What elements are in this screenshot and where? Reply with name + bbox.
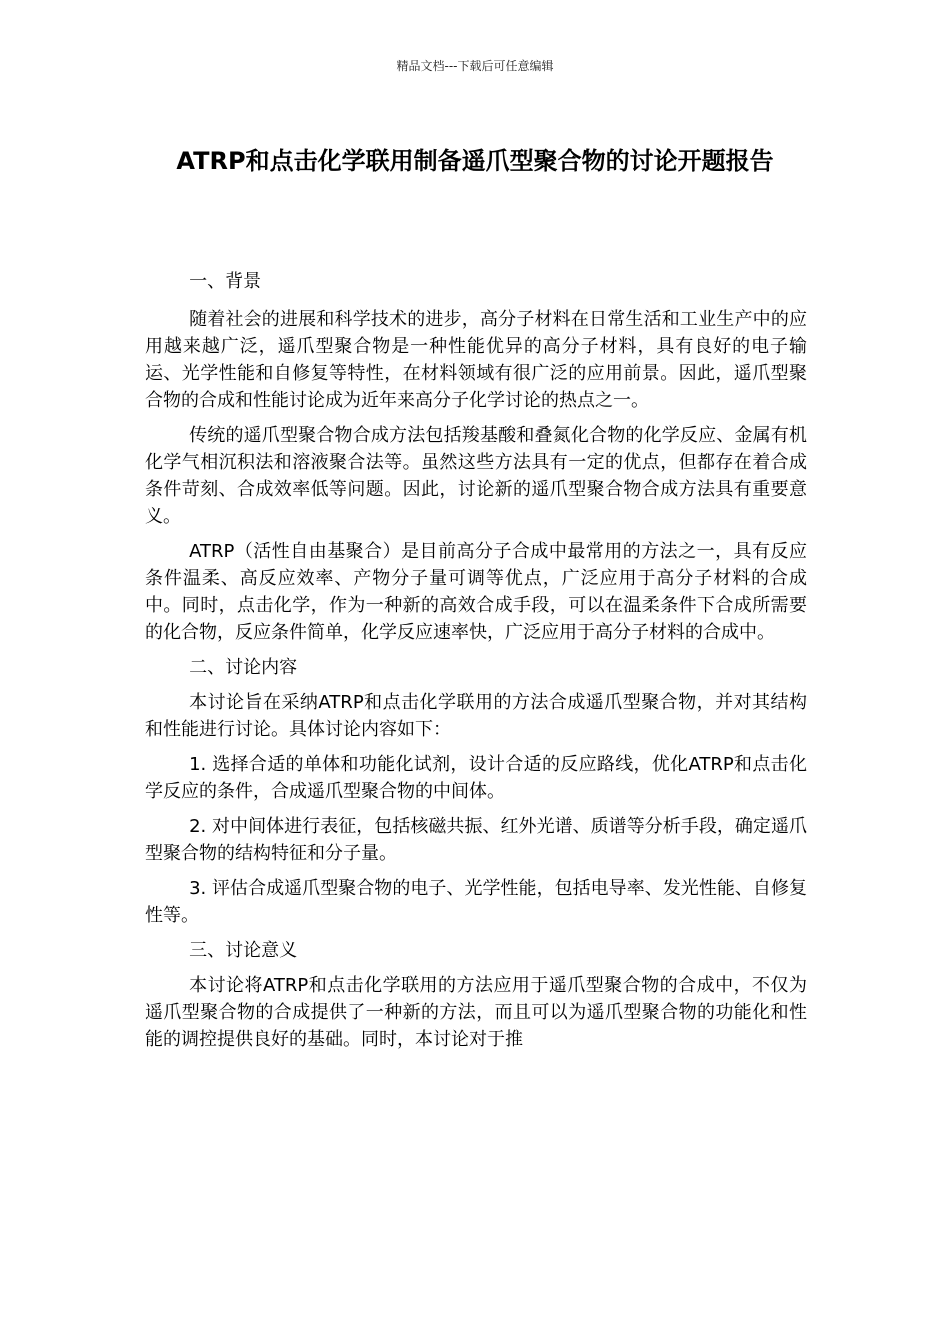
paragraph: 传统的遥爪型聚合物合成方法包括羧基酸和叠氮化合物的化学反应、金属有机化学气相沉积法和溶液聚合法等。虽然这些方法具有一定的优点，但都存在着合成条件苛刻、合成效率低等问题。因此，讨论新的遥爪型聚合物合成方法具有重要意义。 [145,425,807,527]
paragraph: 本讨论将ATRP和点击化学联用的方法应用于遥爪型聚合物的合成中，不仅为遥爪型聚合物的合成提供了一种新的方法，而且可以为遥爪型聚合物的功能化和性能的调控提供良好的基础。同时，本讨论对于推 [145,975,807,1050]
paragraph: 本讨论旨在采纳ATRP和点击化学联用的方法合成遥爪型聚合物，并对其结构和性能进行讨论。具体讨论内容如下： [145,692,807,740]
paragraph: 随着社会的进展和科学技术的进步，高分子材料在日常生活和工业生产中的应用越来越广泛，遥爪型聚合物是一种性能优异的高分子材料，具有良好的电子输运、光学性能和自修复等特性，在材料领域有很广泛的应用前景。因此，遥爪型聚合物的合成和性能讨论成为近年来高分子化学讨论的热点之一。 [145,309,807,411]
list-item: 1. 选择合适的单体和功能化试剂，设计合适的反应路线，优化ATRP和点击化学反应的条件，合成遥爪型聚合物的中间体。 [145,754,807,802]
list-item: 2. 对中间体进行表征，包括核磁共振、红外光谱、质谱等分析手段，确定遥爪型聚合物的结构特征和分子量。 [145,816,807,864]
section-heading-content: 二、讨论内容 [189,657,298,678]
list-item: 3. 评估合成遥爪型聚合物的电子、光学性能，包括电导率、发光性能、自修复性等。 [145,878,807,926]
section-heading-significance: 三、讨论意义 [189,940,298,961]
section-heading-background: 一、背景 [189,271,262,292]
document-title: ATRP和点击化学联用制备遥爪型聚合物的讨论开题报告 [176,147,774,175]
document-body [145,268,807,1061]
page-header-watermark: 精品文档---下载后可任意编辑 [396,59,554,73]
paragraph: ATRP（活性自由基聚合）是目前高分子合成中最常用的方法之一，具有反应条件温柔、高反应效率、产物分子量可调等优点，广泛应用于高分子材料的合成中。同时，点击化学，作为一种新的高效合成手段，可以在温柔条件下合成所需要的化合物，反应条件简单，化学反应速率快，广泛应用于高分子材料的合成中。 [145,541,807,643]
